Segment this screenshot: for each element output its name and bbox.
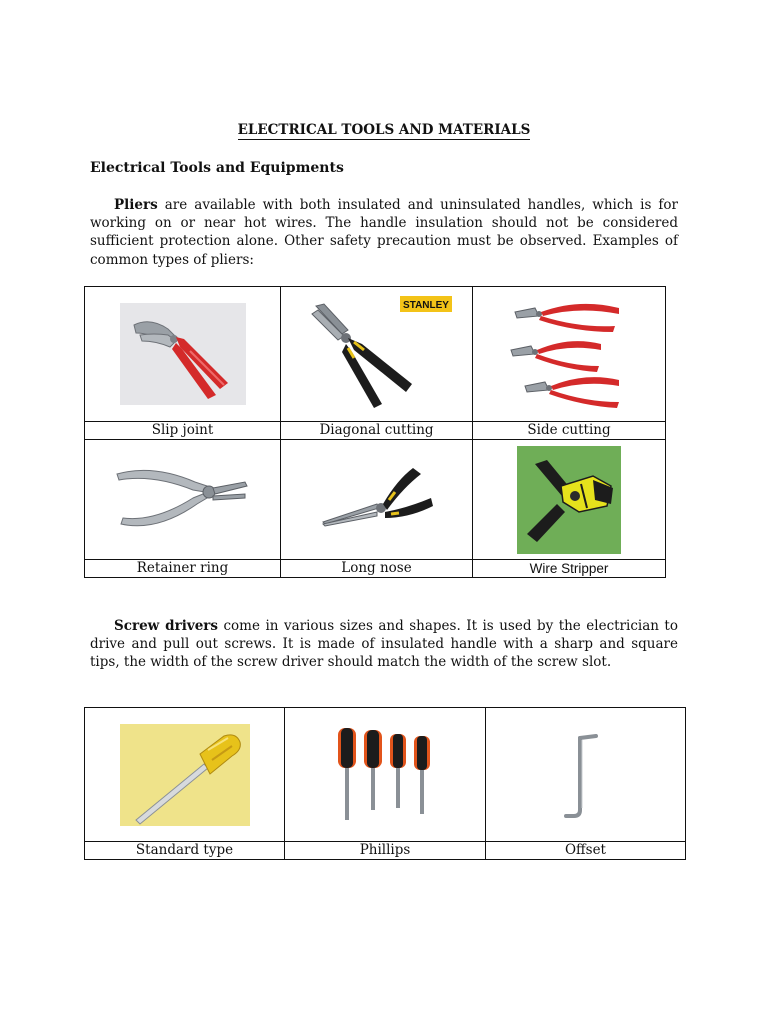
phillips-screwdriver-3 bbox=[390, 734, 406, 808]
caption-diagonal-cutting: Diagonal cutting bbox=[281, 422, 473, 440]
phillips-screwdrivers-image bbox=[330, 720, 440, 830]
screwdriver-description: come in various sizes and shapes. It is used by the electrician to drive and pull out screws. It is made of insulated handle with a sharp and square tips, the width of the screw driver should match the width of the screw slot. bbox=[90, 618, 678, 671]
screwdriver-image-row bbox=[85, 708, 686, 842]
pliers-term: Pliers bbox=[114, 197, 158, 213]
long-nose-pliers-image bbox=[317, 460, 437, 540]
screwdriver-image-cell bbox=[85, 708, 285, 842]
pliers-image-row-2 bbox=[85, 440, 666, 560]
caption-slip-joint: Slip joint bbox=[85, 422, 281, 440]
phillips-screwdriver-2 bbox=[364, 730, 382, 810]
caption-standard-type: Standard type bbox=[85, 842, 285, 860]
stanley-logo: STANLEY bbox=[402, 300, 449, 311]
caption-wire-stripper: Wire Stripper bbox=[473, 560, 666, 578]
offset-screwdriver-image bbox=[556, 730, 616, 820]
caption-offset: Offset bbox=[486, 842, 686, 860]
pliers-image-cell bbox=[85, 440, 281, 560]
caption-side-cutting: Side cutting bbox=[473, 422, 666, 440]
pliers-description: are available with both insulated and uninsulated handles, which is for working on or near hot wires. The handle insulation should not be considered sufficient protection alone. Other safety precaution must be observed. Examples of common types of pliers: bbox=[90, 197, 678, 268]
document-title bbox=[0, 122, 768, 138]
pliers-image-cell bbox=[473, 440, 666, 560]
screwdriver-caption-row bbox=[85, 842, 686, 860]
pliers-image-cell bbox=[281, 287, 473, 422]
pliers-image-cell bbox=[281, 440, 473, 560]
pliers-paragraph bbox=[90, 196, 678, 269]
pliers-image-cell bbox=[473, 287, 666, 422]
pliers-table bbox=[84, 286, 666, 578]
pliers-caption-row-2 bbox=[85, 560, 666, 578]
retainer-ring-pliers-image bbox=[113, 460, 253, 540]
diagonal-cutting-pliers-image bbox=[302, 294, 452, 414]
phillips-screwdriver-4 bbox=[414, 736, 430, 814]
pliers-image-row-1 bbox=[85, 287, 666, 422]
side-cutter-bottom bbox=[525, 377, 619, 408]
caption-phillips: Phillips bbox=[285, 842, 486, 860]
wire-stripper-image bbox=[517, 446, 621, 554]
section-heading: Electrical Tools and Equipments bbox=[90, 160, 344, 176]
screwdriver-image-cell bbox=[285, 708, 486, 842]
pliers-caption-row-1 bbox=[85, 422, 666, 440]
document-title-text: ELECTRICAL TOOLS AND MATERIALS bbox=[237, 122, 531, 138]
slip-joint-pliers-image bbox=[120, 303, 246, 405]
side-cutter-middle bbox=[511, 341, 601, 372]
screwdriver-table bbox=[84, 707, 686, 860]
side-cutting-pliers-image bbox=[509, 296, 629, 412]
pliers-image-cell bbox=[85, 287, 281, 422]
side-cutter-top bbox=[515, 304, 619, 332]
caption-retainer-ring: Retainer ring bbox=[85, 560, 281, 578]
phillips-screwdriver-1 bbox=[338, 728, 356, 820]
screwdriver-term: Screw drivers bbox=[114, 618, 219, 634]
screwdriver-paragraph bbox=[90, 617, 678, 672]
caption-long-nose: Long nose bbox=[281, 560, 473, 578]
screwdriver-image-cell bbox=[486, 708, 686, 842]
standard-screwdriver-image bbox=[120, 724, 250, 826]
